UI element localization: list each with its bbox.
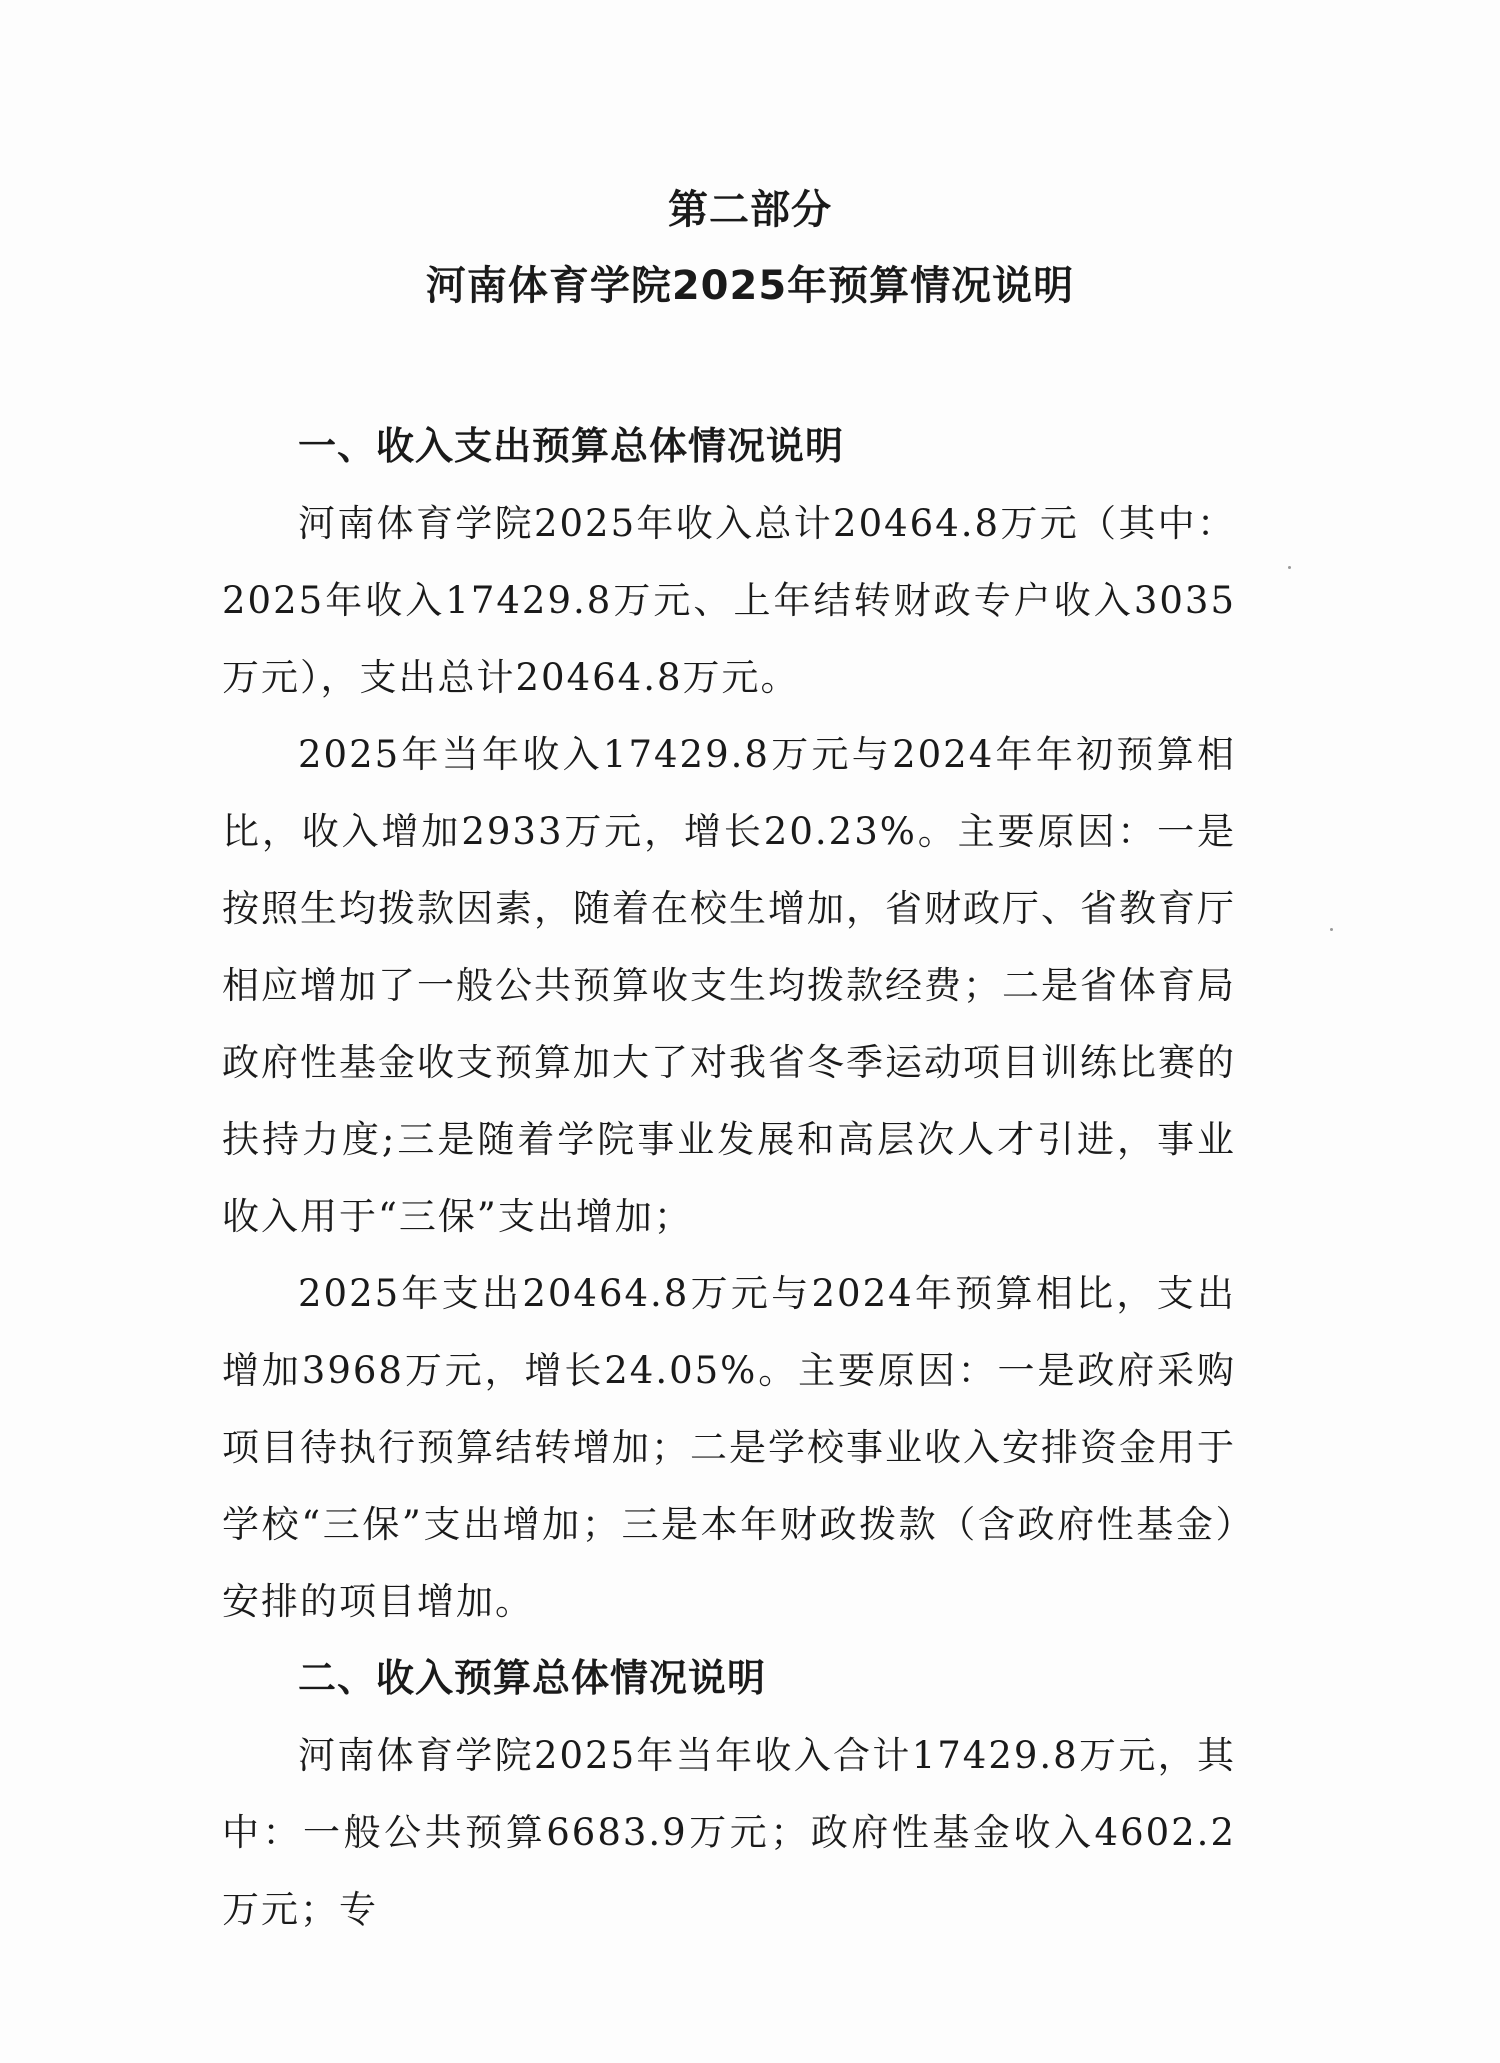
section-heading: 二、收入预算总体情况说明 xyxy=(298,1656,767,1700)
section-heading: 一、收入支出预算总体情况说明 xyxy=(298,424,845,468)
scan-speck xyxy=(1288,566,1291,569)
paragraph: 河南体育学院2025年当年收入合计17429.8万元，其中：一般公共预算6683.9万元；政府性基金收入4602.2万元；专 xyxy=(222,1734,1236,1931)
paragraph: 2025年当年收入17429.8万元与2024年年初预算相比，收入增加2933万元，增长20.23%。主要原因：一是按照生均拨款因素，随着在校生增加，省财政厅、省教育厅相应增加了一般公共预算收支生均拨款经费；二是省体育局政府性基金收支预算加大了对我省冬季运动项目训练比赛的扶持力度;三是随着学院事业发展和高层次人才引进，事业收入用于“三保”支出增加； xyxy=(222,733,1236,1238)
paragraph: 河南体育学院2025年收入总计20464.8万元（其中：2025年收入17429.8万元、上年结转财政专户收入3035万元），支出总计20464.8万元。 xyxy=(222,502,1236,699)
document-title: 河南体育学院2025年预算情况说明 xyxy=(425,263,1075,309)
document-body xyxy=(222,408,1236,1948)
part-label: 第二部分 xyxy=(668,187,832,233)
paragraph: 2025年支出20464.8万元与2024年预算相比，支出增加3968万元，增长24.05%。主要原因：一是政府采购项目待执行预算结转增加；二是学校事业收入安排资金用于学校“三保”支出增加；三是本年财政拨款（含政府性基金）安排的项目增加。 xyxy=(222,1272,1236,1623)
scan-speck xyxy=(1330,928,1333,931)
